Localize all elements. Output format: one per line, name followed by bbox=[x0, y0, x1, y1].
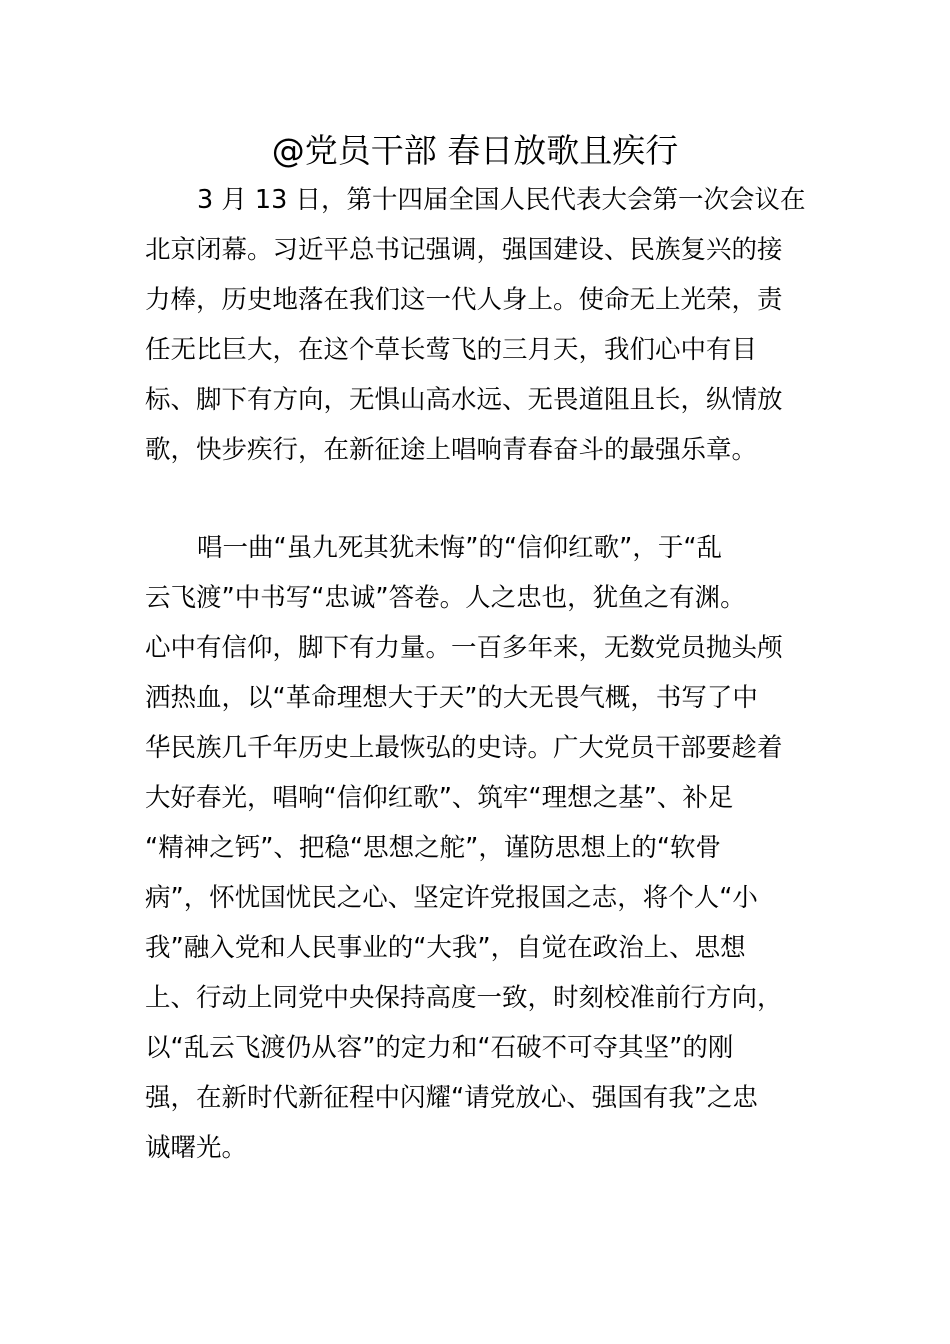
paragraph-1 bbox=[145, 175, 815, 475]
paragraph-line: 标、脚下有方向，无惧山高水远、无畏道阻且长，纵情放 bbox=[145, 385, 783, 415]
paragraph-line: 强，在新时代新征程中闪耀“请党放心、强国有我”之忠 bbox=[145, 1083, 758, 1113]
paragraph-line: 华民族几千年历史上最恢弘的史诗。广大党员干部要趁着 bbox=[145, 733, 783, 763]
paragraph-line: 大好春光，唱响“信仰红歌”、筑牢“理想之基”、补足 bbox=[145, 783, 734, 813]
paragraph-line: 洒热血，以“革命理想大于天”的大无畏气概，书写了中 bbox=[145, 683, 758, 713]
paragraph-line: 以“乱云飞渡仍从容”的定力和“石破不可夺其坚”的刚 bbox=[145, 1033, 734, 1063]
paragraph-line: “精神之钙”、把稳“思想之舵”，谨防思想上的“软骨 bbox=[145, 833, 722, 863]
paragraph-2 bbox=[145, 523, 815, 1173]
paragraph-line: 上、行动上同党中央保持高度一致，时刻校准前行方向， bbox=[145, 983, 783, 1013]
paragraph-line: 3 月 13 日，第十四届全国人民代表大会第一次会议在 bbox=[197, 185, 806, 215]
paragraph-line: 任无比巨大，在这个草长莺飞的三月天，我们心中有目 bbox=[145, 335, 758, 365]
paragraph-line: 唱一曲“虽九死其犹未悔”的“信仰红歌”，于“乱 bbox=[197, 533, 723, 563]
document-title: @党员干部 春日放歌且疾行 bbox=[271, 131, 679, 170]
paragraph-line: 云飞渡”中书写“忠诚”答卷。人之忠也，犹鱼之有渊。 bbox=[145, 583, 746, 613]
paragraph-line: 北京闭幕。习近平总书记强调，强国建设、民族复兴的接 bbox=[145, 235, 783, 265]
paragraph-line: 力棒，历史地落在我们这一代人身上。使命无上光荣，责 bbox=[145, 285, 783, 315]
paragraph-line: 心中有信仰，脚下有力量。一百多年来，无数党员抛头颅 bbox=[145, 633, 783, 663]
paragraph-line: 歌，快步疾行，在新征途上唱响青春奋斗的最强乐章。 bbox=[145, 435, 758, 465]
paragraph-line: 病”，怀忧国忧民之心、坚定许党报国之志，将个人“小 bbox=[145, 883, 758, 913]
paragraph-line: 诚曙光。 bbox=[145, 1133, 248, 1163]
paragraph-line: 我”融入党和人民事业的“大我”，自觉在政治上、思想 bbox=[145, 933, 746, 963]
